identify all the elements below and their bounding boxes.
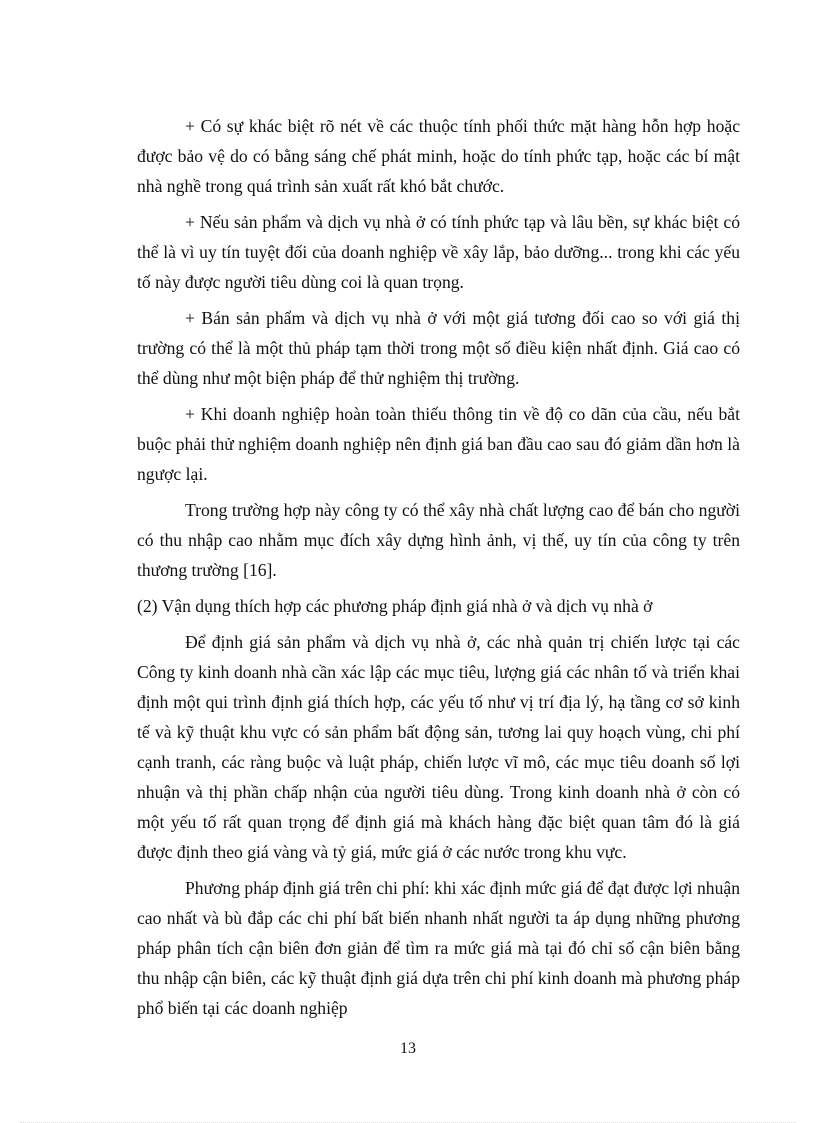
- paragraph-4: + Khi doanh nghiệp hoàn toàn thiếu thông tin về độ co dãn của cầu, nếu bắt buộc phải thử nghiệm doanh nghiệp nên định giá ban đầu cao sau đó giảm dần hơn là ngược lại.: [137, 404, 740, 484]
- paragraph-8: Phương pháp định giá trên chi phí: khi xác định mức giá để đạt được lợi nhuận cao nhất và bù đắp các chi phí bất biến nhanh nhất người ta áp dụng những phương pháp phân tích cận biên đơn giản để tìm ra mức giá mà tại đó chỉ số cận biên bằng thu nhập cận biên, các kỹ thuật định giá dựa trên chi phí kinh doanh mà phương pháp phổ biến tại các doanh nghiệp: [137, 878, 740, 1018]
- paragraph-5: Trong trường hợp này công ty có thể xây nhà chất lượng cao để bán cho người có thu nhập cao nhằm mục đích xây dựng hình ảnh, vị thế, uy tín của công ty trên thương trường [16].: [137, 500, 740, 580]
- section-heading: (2) Vận dụng thích hợp các phương pháp định giá nhà ở và dịch vụ nhà ở: [137, 596, 653, 616]
- paragraph-3: + Bán sản phẩm và dịch vụ nhà ở với một giá tương đối cao so với giá thị trường có thể là một thủ pháp tạm thời trong một số điều kiện nhất định. Giá cao có thể dùng như một biện pháp để thử nghiệm thị trường.: [137, 308, 740, 388]
- page-number: 13: [400, 1040, 416, 1057]
- body-text: [137, 111, 740, 1029]
- paragraph-7: Để định giá sản phẩm và dịch vụ nhà ở, các nhà quản trị chiến lược tại các Công ty kinh doanh nhà cần xác lập các mục tiêu, lượng giá các nhân tố và triển khai định một qui trình định giá thích hợp, các yếu tố như vị trí địa lý, hạ tầng cơ sở kinh tế và kỹ thuật khu vực có sản phẩm bất động sản, tương lai quy hoạch vùng, chi phí cạnh tranh, các ràng buộc và luật pháp, chiến lược vĩ mô, các mục tiêu doanh số lợi nhuận và thị phần chấp nhận của người tiêu dùng. Trong kinh doanh nhà ở còn có một yếu tố rất quan trọng để định giá mà khách hàng đặc biệt quan tâm đó là giá được định theo giá vàng và tỷ giá, mức giá ở các nước trong khu vực.: [137, 632, 740, 862]
- paragraph-2: + Nếu sản phẩm và dịch vụ nhà ở có tính phức tạp và lâu bền, sự khác biệt có thể là vì uy tín tuyệt đối của doanh nghiệp về xây lắp, bảo dưỡng... trong khi các yếu tố này được người tiêu dùng coi là quan trọng.: [137, 212, 740, 292]
- paragraph-1: + Có sự khác biệt rõ nét về các thuộc tính phối thức mặt hàng hỗn hợp hoặc được bảo vệ do có bằng sáng chế phát minh, hoặc do tính phức tạp, hoặc các bí mật nhà nghề trong quá trình sản xuất rất khó bắt chước.: [137, 116, 740, 196]
